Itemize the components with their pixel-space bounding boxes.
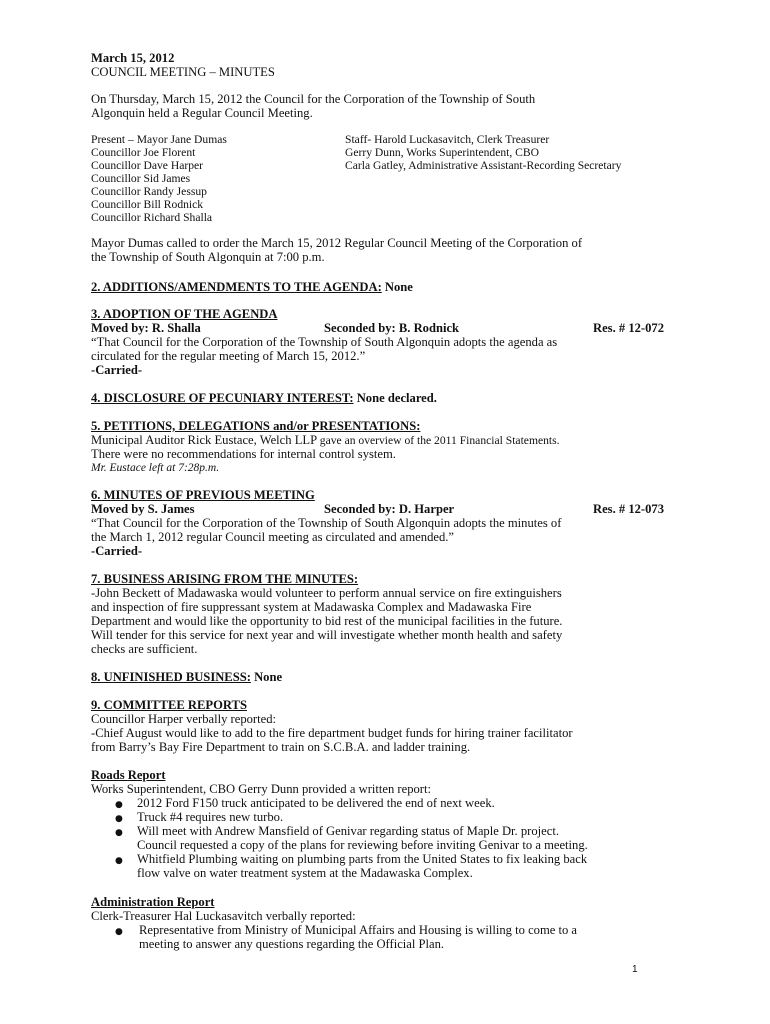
present-item: Councillor Randy Jessup [91,185,207,198]
bullet-icon: ● [115,814,123,824]
bullet-icon: ● [115,927,123,937]
departure-note: Mr. Eustace left at 7:28p.m. [91,462,220,474]
resolution-text: the March 1, 2012 regular Council meeting as circulated and amended.” [91,530,454,544]
present-item: Councillor Joe Florent [91,146,196,159]
resolution-text: “That Council for the Corporation of the Township of South Algonquin adopts the minutes of [91,516,562,530]
section-value: None [381,280,413,294]
subsection-heading: Administration Report [91,895,215,909]
resolution-number: Res. # 12-072 [593,321,665,335]
section-8 [91,671,282,684]
presentation-text: gave an overview of the 2011 Financial Statements. [319,434,560,447]
business-line: Will tender for this service for next year and will investigate whether month health and safety [91,628,563,642]
list-item: Truck #4 requires new turbo. [137,810,284,824]
section-2 [91,281,413,294]
intro-line: On Thursday, March 15, 2012 the Council for the Corporation of the Township of South [91,92,536,106]
meeting-date: March 15, 2012 [91,51,175,65]
section-heading: 4. DISCLOSURE OF PECUNIARY INTEREST: [91,391,354,405]
intro-line: Algonquin held a Regular Council Meeting. [91,106,313,120]
business-line: -John Beckett of Madawaska would volunteer to perform annual service on fire extinguishers [91,586,562,600]
present-item: Councillor Bill Rodnick [91,198,204,211]
resolution-number: Res. # 12-073 [593,502,665,516]
business-line: checks are sufficient. [91,642,198,656]
section-heading: 5. PETITIONS, DELEGATIONS and/or PRESENTATIONS: [91,419,421,433]
staff-item: Staff- Harold Luckasavitch, Clerk Treasurer [345,133,550,146]
staff-item: Gerry Dunn, Works Superintendent, CBO [345,146,539,159]
resolution-text: “That Council for the Corporation of the Township of South Algonquin adopts the agenda as [91,335,558,349]
call-to-order-line: the Township of South Algonquin at 7:00 p.m. [91,250,325,264]
bullet-icon: ● [115,856,123,866]
section-heading: 3. ADOPTION OF THE AGENDA [91,307,278,321]
list-item: Whitfield Plumbing waiting on plumbing parts from the United States to fix leaking back [137,852,588,866]
moved-by: Moved by S. James [91,502,195,516]
present-item: Councillor Dave Harper [91,159,204,172]
present-item: Councillor Sid James [91,172,191,185]
section-4 [91,392,437,405]
seconded-by: Seconded by: D. Harper [324,502,455,516]
carried-label: -Carried- [91,544,143,558]
section-heading: 9. COMMITTEE REPORTS [91,698,247,712]
business-line: and inspection of fire suppressant system at Madawaska Complex and Madawaska Fire [91,600,532,614]
section-heading: 8. UNFINISHED BUSINESS: [91,670,251,684]
moved-by: Moved by: R. Shalla [91,321,201,335]
subsection-heading: Roads Report [91,768,166,782]
list-item: 2012 Ford F150 truck anticipated to be delivered the end of next week. [137,796,495,810]
bullet-icon: ● [115,800,123,810]
list-item: Representative from Ministry of Municipal Affairs and Housing is willing to come to a [139,923,578,937]
present-item: Councillor Richard Shalla [91,211,213,224]
list-item-continued: meeting to answer any questions regarding the Official Plan. [139,937,445,951]
committee-line: -Chief August would like to add to the fire department budget funds for hiring trainer facilitator [91,726,573,740]
report-intro: Works Superintendent, CBO Gerry Dunn provided a written report: [91,782,431,796]
seconded-by: Seconded by: B. Rodnick [324,321,460,335]
presentation-text: Municipal Auditor Rick Eustace, Welch LLP [91,433,320,447]
bullet-icon: ● [115,828,123,838]
call-to-order-line: Mayor Dumas called to order the March 15, 2012 Regular Council Meeting of the Corporation of [91,236,583,250]
presentation-line [91,434,560,447]
report-intro: Clerk-Treasurer Hal Luckasavitch verbally reported: [91,909,356,923]
present-item: Present – Mayor Jane Dumas [91,133,227,146]
list-item: Will meet with Andrew Mansfield of Genivar regarding status of Maple Dr. project. [137,824,559,838]
carried-label: -Carried- [91,363,143,377]
committee-line: from Barry’s Bay Fire Department to train on S.C.B.A. and ladder training. [91,740,471,754]
resolution-text: circulated for the regular meeting of March 15, 2012.” [91,349,366,363]
presentation-line: There were no recommendations for internal control system. [91,447,396,461]
section-value: None declared. [353,391,437,405]
section-heading: 2. ADDITIONS/AMENDMENTS TO THE AGENDA: [91,280,382,294]
list-item-continued: Council requested a copy of the plans for reviewing before inviting Genivar to a meeting. [137,838,588,852]
list-item-continued: flow valve on water treatment system at the Madawaska Complex. [137,866,473,880]
business-line: Department and would like the opportunity to bid rest of the municipal facilities in the future. [91,614,563,628]
section-heading: 7. BUSINESS ARISING FROM THE MINUTES: [91,572,359,586]
section-heading: 6. MINUTES OF PREVIOUS MEETING [91,488,315,502]
staff-item: Carla Gatley, Administrative Assistant-Recording Secretary [345,159,622,172]
committee-line: Councillor Harper verbally reported: [91,712,276,726]
page-number: 1 [632,964,638,975]
document-title: COUNCIL MEETING – MINUTES [91,65,275,79]
section-value: None [250,670,283,684]
